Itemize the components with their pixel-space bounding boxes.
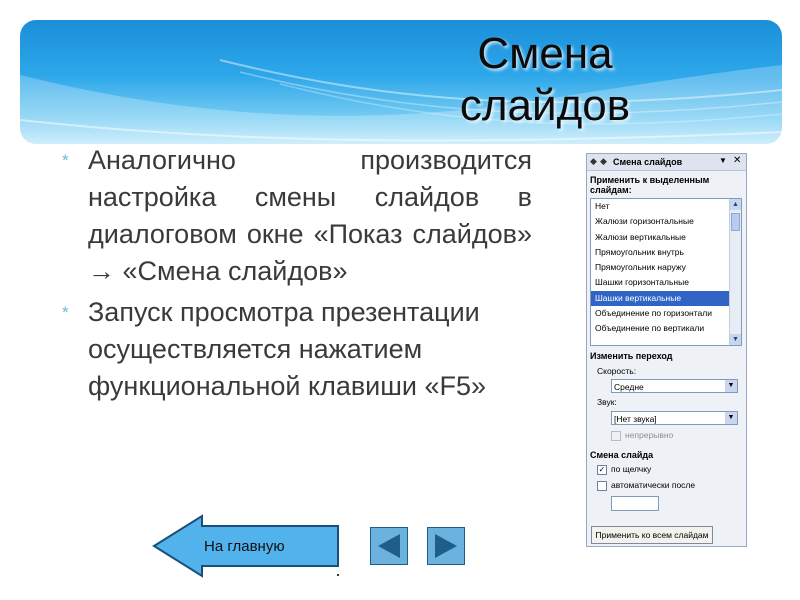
list-item[interactable]: Шашки горизонтальные <box>595 277 689 288</box>
loop-label: непрерывно <box>625 430 674 440</box>
on-click-checkbox[interactable]: ✓ <box>598 465 606 474</box>
list-item[interactable]: Нет <box>595 201 610 211</box>
slide-title <box>440 28 650 132</box>
triangle-right-icon <box>428 528 464 564</box>
home-button-label[interactable]: На главную <box>204 538 285 555</box>
pane-title: Смена слайдов <box>613 157 683 167</box>
title-banner <box>20 20 782 144</box>
apply-to-all-button[interactable]: Применить ко всем слайдам <box>591 526 713 544</box>
bullet-text: Аналогично производится настройка смены слайдов в диалоговом окне «Показ слайдов» → «Смена слайдов» <box>88 145 532 286</box>
modify-transition-header: Изменить переход <box>590 351 673 361</box>
list-item[interactable]: Прямоугольник наружу <box>595 262 686 273</box>
apply-header-line-2: слайдам: <box>590 185 632 195</box>
decorative-dot <box>337 574 339 576</box>
scroll-down-icon[interactable]: ▼ <box>730 334 741 345</box>
speed-value: Средне <box>614 382 644 392</box>
bullet-marker-icon: * <box>62 151 69 170</box>
effects-list[interactable] <box>590 198 742 346</box>
pane-header <box>587 154 746 171</box>
back-arrow-icon[interactable]: ◆ <box>590 156 597 166</box>
title-line-2: слайдов <box>459 81 631 130</box>
list-item[interactable]: Жалюзи горизонтальные <box>595 216 694 227</box>
sound-label: Звук: <box>597 397 617 407</box>
next-slide-button[interactable] <box>427 527 465 565</box>
bullet-list <box>62 142 532 409</box>
list-item-selected[interactable]: Шашки вертикальные <box>591 291 741 306</box>
slide-transition-pane <box>586 153 747 547</box>
wave-decoration <box>20 20 782 144</box>
list-item[interactable]: Объединение по вертикали <box>595 323 705 334</box>
list-item[interactable]: Объединение по горизонтали <box>595 308 712 319</box>
sound-value: [Нет звука] <box>614 414 657 424</box>
sound-select[interactable] <box>611 411 738 425</box>
list-item[interactable]: Прямоугольник внутрь <box>595 246 684 257</box>
close-icon[interactable]: ✕ <box>733 155 742 166</box>
auto-advance-checkbox[interactable] <box>597 481 607 491</box>
list-item[interactable]: Жалюзи вертикальные <box>595 231 686 242</box>
bullet-item <box>62 294 532 405</box>
pane-menu-dropdown-icon[interactable]: ▼ <box>719 156 727 165</box>
previous-slide-button[interactable] <box>370 527 408 565</box>
bullet-text: Запуск просмотра презентации осуществляется нажатием функциональной клавиши «F5» <box>88 297 487 401</box>
auto-advance-time-input[interactable] <box>611 496 659 511</box>
forward-arrow-icon[interactable]: ◆ <box>600 156 607 166</box>
loop-checkbox[interactable] <box>611 431 621 441</box>
speed-select[interactable] <box>611 379 738 393</box>
chevron-down-icon[interactable]: ▼ <box>725 412 737 424</box>
triangle-left-icon <box>371 528 407 564</box>
list-scrollbar[interactable] <box>729 199 741 345</box>
chevron-down-icon[interactable]: ▼ <box>725 380 737 392</box>
on-click-label: по щелчку <box>611 464 652 474</box>
title-line-1: Смена <box>477 29 613 78</box>
bullet-item <box>62 142 532 290</box>
apply-header-line-1: Применить к выделенным <box>590 175 710 185</box>
scroll-thumb[interactable] <box>731 213 740 231</box>
advance-slide-header: Смена слайда <box>590 450 654 460</box>
scroll-up-icon[interactable]: ▲ <box>730 199 741 210</box>
bullet-marker-icon: * <box>62 303 69 322</box>
auto-advance-label: автоматически после <box>611 480 696 490</box>
speed-label: Скорость: <box>597 366 637 376</box>
